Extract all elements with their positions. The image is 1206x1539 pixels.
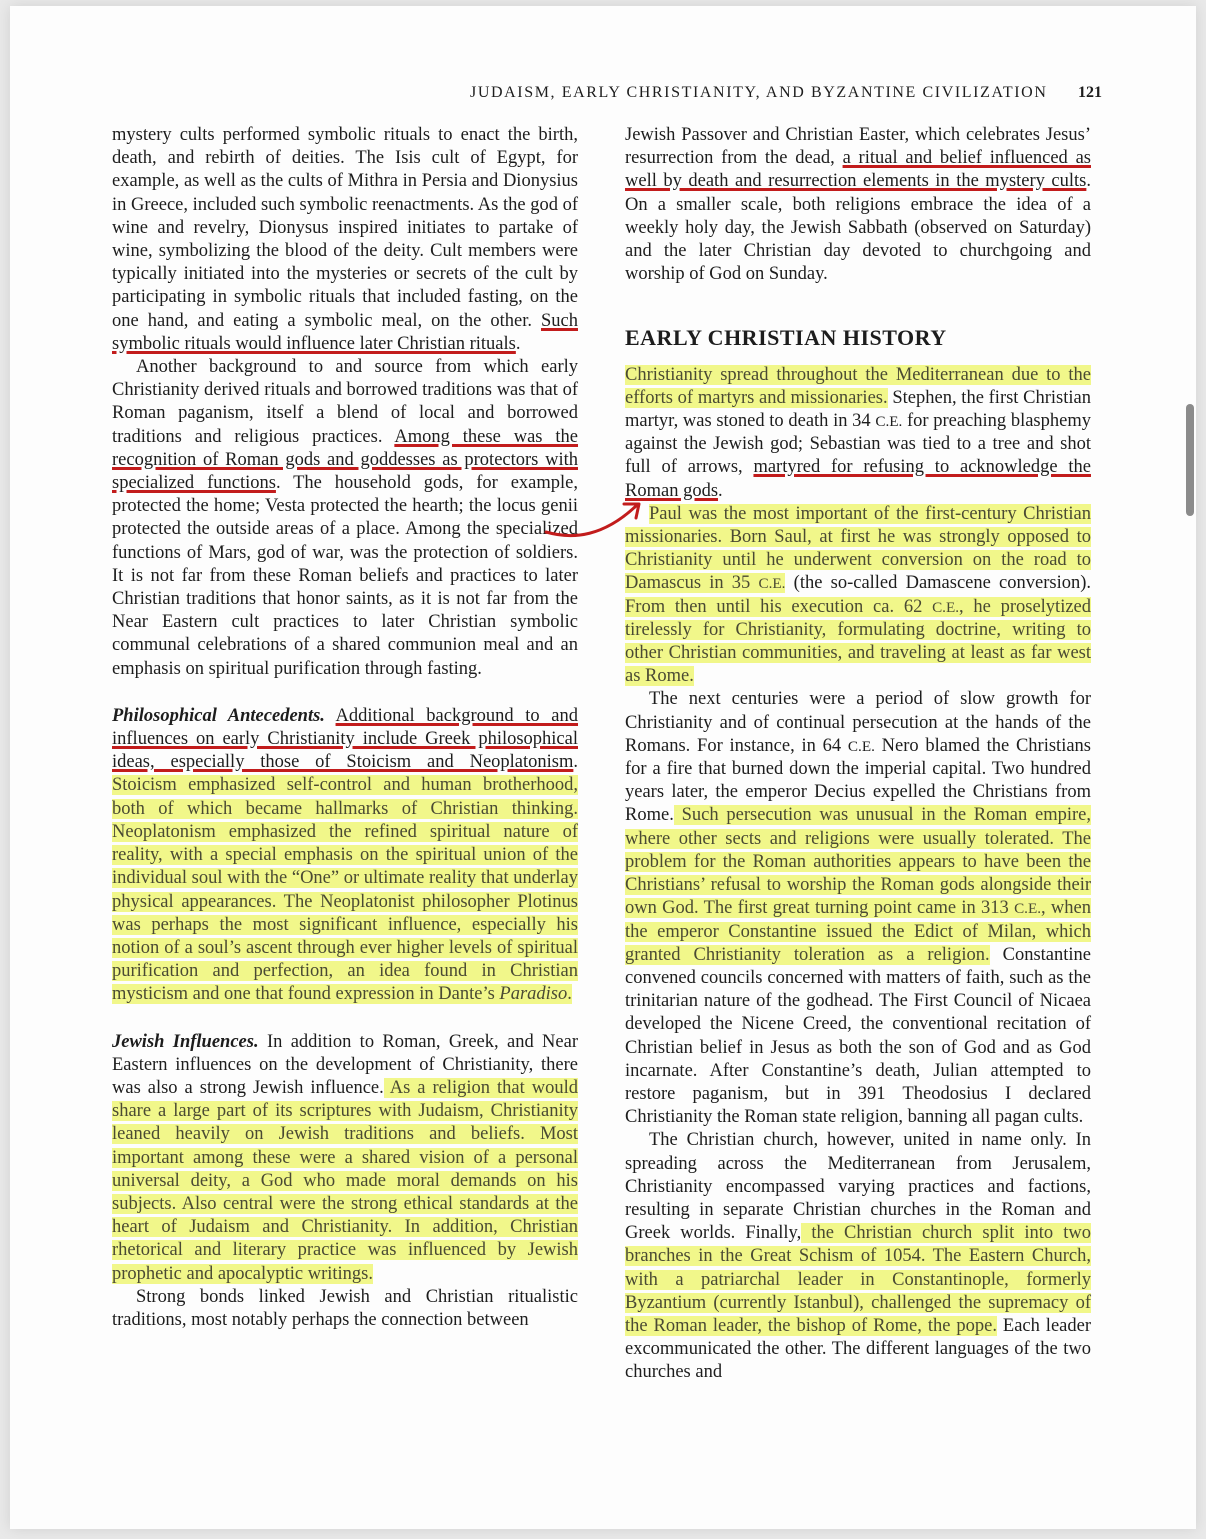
text: .: [718, 480, 723, 501]
book-title: Paradiso: [499, 984, 568, 1005]
text: From then until his execution ca. 62: [625, 596, 933, 617]
text: The next centuries were a period of slow growth for Christianity and of continual persecution at the hands of the Romans. For instance, in 64: [625, 689, 1091, 756]
running-title: JUDAISM, EARLY CHRISTIANITY, AND BYZANTINE CIVILIZATION: [470, 84, 1048, 101]
text: for preaching blasphemy against the Jewish god; Sebastian was tied to a tree and shot full of arrows,: [625, 411, 1091, 478]
paragraph: [625, 688, 1091, 1129]
running-header: [470, 84, 1102, 110]
highlighted-text: [625, 805, 1091, 964]
underlined-text: Among these was the recognition of Roman gods and goddesses as protectors with specialized functions: [112, 426, 579, 494]
highlighted-text: As a religion that would share a large part of its scriptures with Judaism, Christianity leaned heavily on Jewish traditions and beliefs. Most important among these were a shared vision of a personal universal deity, a God who made moral demands on his subjects. Also central were the strong ethical standards at the heart of Judaism and Christianity. In addition, Christian rhetorical and literary practice was influenced by Jewish prophetic and apocalyptic writings.: [112, 1077, 578, 1284]
underlined-text: Such symbolic rituals would influence later Christian rituals: [112, 310, 578, 354]
annotation-arrow-icon: [544, 496, 648, 542]
underlined-text: Additional background to and influences on early Christianity include Greek philosophical ideas, especially those of Stoicism and Neoplatonism: [112, 705, 579, 773]
text: (the so-called Damascene conversion).: [785, 573, 1091, 594]
text: . On a smaller scale, both religions embrace the idea of a weekly holy day, the Jewish Sabbath (observed on Saturday) and the later Christian day devoted to churchgoing and worship of God on Sunday.: [625, 171, 1091, 285]
highlighted-text: Christianity spread throughout the Mediterranean due to the efforts of martyrs and missionaries.: [625, 364, 1091, 408]
scrollbar-thumb[interactable]: [1186, 404, 1194, 516]
era-label: C.E.: [875, 413, 903, 431]
underlined-text: a ritual and belief influenced as well by death and resurrection elements in the mystery cults: [625, 148, 1091, 192]
text: Nero blamed the Christians for a fire that burned down the imperial capital. Two hundred years later, the emperor Decius expelled the Christians from Rome.: [625, 735, 1091, 826]
paragraph: [625, 503, 1091, 689]
text: In addition to Roman, Greek, and Near Eastern influences on the development of Christianity, there was also a strong Jewish influence.: [112, 1031, 578, 1098]
paragraph: [112, 356, 578, 681]
paragraph: [625, 1129, 1091, 1384]
page-number: 121: [1078, 84, 1102, 101]
text: .: [515, 333, 521, 354]
text: Jewish Passover and Christian Easter, which celebrates Jesus’ resurrection from the dead,: [625, 125, 1091, 169]
text: Stoicism emphasized self-control and human brotherhood, both of which became hallmarks of Christian thinking. Neoplatonism emphasized the refined spiritual nature of reality, with a special emphasis on the spiritual union of the individual soul with the “One” or ultimate reality that underlay physical appearances. The Neoplatonist philosopher Plotinus was perhaps the most significant influence, especially his notion of a soul’s ascent through ever higher levels of spiritual purification and perfection, an idea found in Christian mysticism and one that found expression in Dante’s: [112, 775, 578, 1005]
paragraph: [112, 1031, 578, 1286]
text: .: [567, 984, 572, 1005]
paragraph: [112, 124, 578, 356]
text: , he proselytized tirelessly for Christianity, formulating doctrine, writing to other Christian communities, and traveling at least as far west as Rome.: [625, 596, 1092, 687]
text: mystery cults performed symbolic rituals to enact the birth, death, and rebirth of deities. The Isis cult of Egypt, for example, as well as the cults of Mithra in Persia and Dionysius in Greece, included such symbolic reenactments. As the god of wine and revelry, Dionysus inspired initiates to partake of wine, symbolizing the blood of the deity. Cult members were typically initiated into the mysteries or secrets of the cult by participating in symbolic rituals that included fasting, on the one hand, and eating a symbolic meal, on the other.: [112, 125, 578, 331]
paragraph: [625, 124, 1091, 286]
paragraph: [625, 364, 1091, 503]
run-in-heading: Jewish Influences.: [112, 1031, 259, 1052]
left-column: [112, 124, 578, 1332]
text: Constantine convened councils concerned with matters of faith, such as the trinitarian nature of the godhead. The First Council of Nicaea developed the Nicene Creed, the conventional recitation of Christian belief in Jesus as both the son of God and as God incarnate. After Constantine’s death, Julian attempted to restore paganism, but in 391 Theodosius I declared Christianity the Roman state religion, banning all pagan cults.: [625, 944, 1091, 1128]
highlighted-text: the Christian church split into two branches in the Great Schism of 1054. The Eastern Church, with a patriarchal leader in Constantinople, formerly Byzantium (currently Istanbul), challenged the supremacy of the Roman leader, the bishop of Rome, the pope.: [625, 1223, 1091, 1336]
text: Another background to and source from which early Christianity derived rituals and borrowed traditions was that of Roman paganism, itself a blend of local and borrowed traditions and religious practices.: [112, 357, 578, 447]
text: Paul was the most important of the first-century Christian missionaries. Born Saul, at first he was strongly opposed to Christianity until he underwent conversion on the road to Damascus in 35: [625, 503, 1091, 594]
text: , when the emperor Constantine issued the Edict of Milan, which granted Christianity toleration as a religion.: [625, 898, 1091, 965]
text: Each leader excommunicated the other. The different languages of the two churches and: [625, 1315, 1091, 1383]
underlined-text: martyred for refusing to acknowledge the Roman gods: [625, 457, 1091, 501]
highlighted-text: [625, 597, 1091, 687]
paragraph: [112, 705, 578, 1007]
text: The Christian church, however, united in name only. In spreading across the Mediterranean from Jerusalem, Christianity encompassed varying practices and factions, resulting in separate Christian churches in the Roman and Greek worlds. Finally,: [625, 1130, 1091, 1244]
era-label: C.E.: [758, 575, 786, 593]
paragraph: Strong bonds linked Jewish and Christian ritualistic traditions, most notably perhaps the connection between: [112, 1286, 578, 1330]
run-in-heading: Philosophical Antecedents.: [112, 705, 325, 726]
text: .: [573, 752, 578, 773]
right-column: [625, 124, 1091, 1385]
highlighted-text: [112, 775, 578, 1004]
section-heading: EARLY CHRISTIAN HISTORY: [625, 325, 947, 351]
text: Such persecution was unusual in the Roman empire, where other sects and religions were usually tolerated. The problem for the Roman authorities appears to have been the Christians’ refusal to worship the Roman gods alongside their own God. The first great turning point came in 313: [625, 805, 1091, 919]
era-label: C.E.: [847, 737, 875, 755]
text: Stephen, the first Christian martyr, was stoned to death in 34: [625, 387, 1091, 432]
era-label: C.E.: [932, 598, 960, 616]
era-label: C.E.: [1014, 900, 1042, 918]
text: . The household gods, for example, protected the home; Vesta protected the hearth; the locus genii protected the outside areas of a place. Among the specialized functions of Mars, god of war, was the protection of soldiers. It is not far from these Roman beliefs and practices to later Christian traditions that honor saints, as it is not far from the Near Eastern cult practices to later Christian symbolic communal celebrations of a shared communion meal and an emphasis on spiritual purification through fasting.: [112, 473, 578, 679]
